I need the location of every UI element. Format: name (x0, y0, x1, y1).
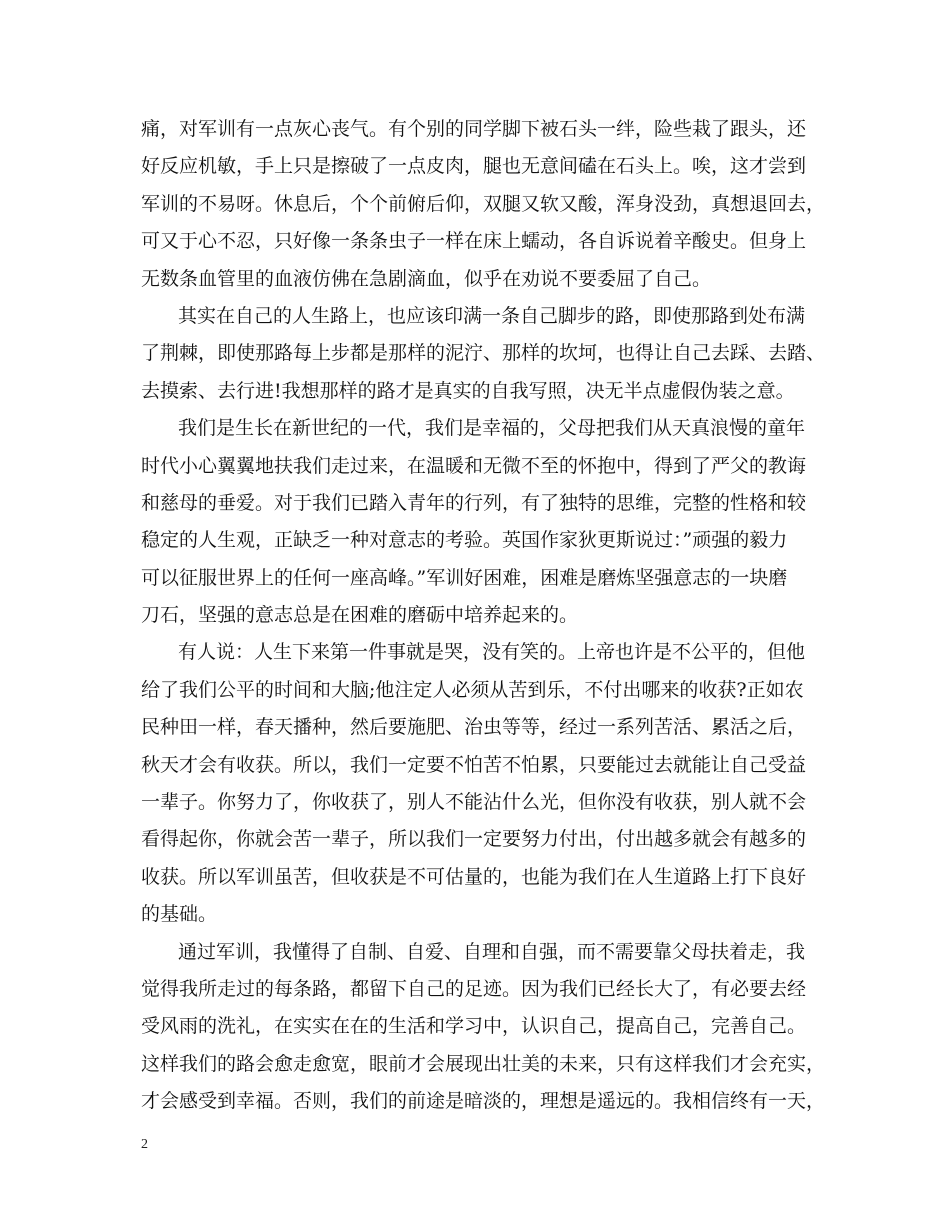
text-line: 受风雨的洗礼，在实实在在的生活和学习中，认识自己，提高自己，完善自己。 (141, 1015, 807, 1038)
text-line: 痛，对军训有一点灰心丧气。有个别的同学脚下被石头一绊，险些栽了跟头，还 (141, 118, 807, 140)
text-line: 其实在自己的人生路上，也应该印满一条自己脚步的路，即使那路到处布满 (178, 304, 806, 327)
body-text (141, 111, 826, 1121)
text-line: 有人说：人生下来第一件事就是哭，没有笑的。上帝也许是不公平的，但他 (178, 641, 806, 664)
text-line: 的基础。 (141, 903, 218, 926)
text-line: 觉得我所走过的每条路，都留下自己的足迹。因为我们已经长大了，有必要去经 (141, 977, 807, 1000)
text-line: 和慈母的垂爱。对于我们已踏入青年的行列，有了独特的思维，完整的性格和较 (141, 491, 807, 514)
text-line: 好反应机敏，手上只是擦破了一点皮肉，腿也无意间磕在石头上。唉，这才尝到 (141, 155, 807, 178)
text-line: 无数条血管里的血液仿佛在急剧滴血，似乎在劝说不要委屈了自己。 (141, 267, 712, 290)
text-line: 收获。所以军训虽苦，但收获是不可估量的，也能为我们在人生道路上打下良好 (141, 865, 807, 888)
text-line: 给了我们公平的时间和大脑;他注定人必须从苦到乐，不付出哪来的收获?正如农 (141, 678, 804, 701)
text-line: 可以征服世界上的任何一座高峰。”军训好困难，困难是磨炼坚强意志的一块磨 (141, 566, 788, 589)
text-line: 这样我们的路会愈走愈宽，眼前才会展现出壮美的未来，只有这样我们才会充实， (141, 1052, 826, 1075)
text-line: 看得起你，你就会苦一辈子，所以我们一定要努力付出，付出越多就会有越多的 (141, 828, 807, 851)
text-line: 去摸索、去行进!我想那样的路才是真实的自我写照，决无半点虚假伪装之意。 (141, 379, 795, 402)
text-line: 了荆棘，即使那路每上步都是那样的泥泞、那样的坎坷，也得让自己去踩、去踏、 (141, 342, 826, 365)
text-line: 才会感受到幸福。否则，我们的前途是暗淡的，理想是遥远的。我相信终有一天， (141, 1090, 826, 1113)
text-line: 刀石，坚强的意志总是在困难的磨砺中培养起来的。 (141, 604, 579, 627)
text-line: 时代小心翼翼地扶我们走过来，在温暖和无微不至的怀抱中，得到了严父的教诲 (141, 454, 807, 477)
text-line: 我们是生长在新世纪的一代，我们是幸福的，父母把我们从天真浪慢的童年 (178, 417, 806, 440)
text-line: 民种田一样，春天播种，然后要施肥、治虫等等，经过一系列苦活、累活之后， (141, 716, 807, 739)
text-line: 通过军训，我懂得了自制、自爱、自理和自强，而不需要靠父母扶着走，我 (178, 940, 806, 963)
page-number: 2 (141, 1137, 148, 1152)
text-line: 可又于心不忍，只好像一条条虫子一样在床上蠕动，各自诉说着辛酸史。但身上 (141, 230, 807, 253)
text-line: 一辈子。你努力了，你收获了，别人不能沾什么光，但你没有收获，别人就不会 (141, 791, 807, 814)
text-line: 军训的不易呀。休息后，个个前俯后仰，双腿又软又酸，浑身没劲，真想退回去， (141, 192, 826, 215)
text-line: 稳定的人生观，正缺乏一种对意志的考验。英国作家狄更斯说过：”顽强的毅力 (141, 529, 788, 552)
text-line: 秋天才会有收获。所以，我们一定要不怕苦不怕累，只要能过去就能让自己受益 (141, 753, 807, 776)
